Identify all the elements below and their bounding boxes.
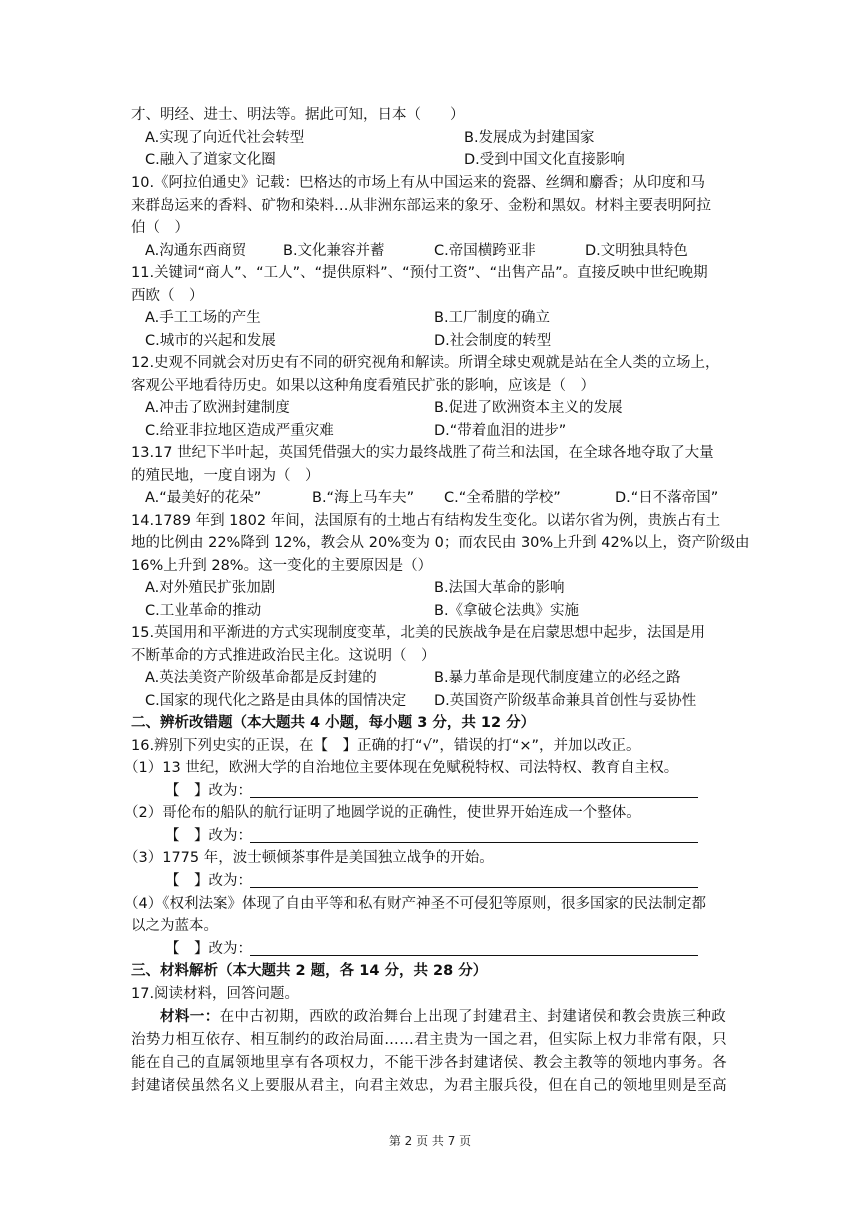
q13-line-2: 的殖民地，一度自诩为（ ） [131, 468, 320, 484]
q16-answer-blank-2[interactable] [250, 842, 698, 843]
q16-answer-blank-1[interactable] [250, 797, 698, 798]
q16-answer-prefix-1: 【 】改为： [165, 783, 252, 799]
q11-option-a: A.手工工场的产生 [145, 310, 261, 326]
q17-prompt: 17.阅读材料，回答问题。 [131, 986, 300, 1002]
q15-option-d: D.英国资产阶级革命兼具首创性与妥协性 [434, 693, 697, 709]
q16-answer-prefix-2: 【 】改为： [165, 828, 252, 844]
q16-answer-prefix-3: 【 】改为： [165, 873, 252, 889]
q15-option-c: C.国家的现代化之路是由具体的国情决定 [145, 693, 407, 709]
q9-option-a: A.实现了向近代社会转型 [145, 130, 305, 146]
material-1-line-4: 封建诸侯虽然名义上要服从君主，向君主效忠，为君主服兵役，但在自己的领地里则是至高 [131, 1078, 727, 1094]
material-1-text-1: 在中古初期，西欧的政治舞台上出现了封建君主、封建诸侯和教会贵族三种政 [219, 1009, 727, 1025]
q12-option-b: B.促进了欧洲资本主义的发展 [434, 400, 623, 416]
q11-option-b: B.工厂制度的确立 [434, 310, 551, 326]
q14-line-3: 16%上升到 28%。这一变化的主要原因是（） [131, 558, 433, 574]
q16-item-3: （3）1775 年，波士顿倾茶事件是美国独立战争的开始。 [124, 850, 494, 866]
material-1-label: 材料一： [160, 1008, 220, 1025]
q9-option-d: D.受到中国文化直接影响 [464, 152, 625, 168]
q15-option-b: B.暴力革命是现代制度建立的必经之路 [434, 670, 681, 686]
section-2-heading: 二、辨析改错题（本大题共 4 小题，每小题 3 分，共 12 分） [131, 715, 536, 731]
page-footer: 第 2 页 共 7 页 [388, 1134, 472, 1148]
q10-line-1: 10.《阿拉伯通史》记载：巴格达的市场上有从中国运来的瓷器、丝绸和麝香；从印度和马 [131, 175, 706, 191]
q12-option-a: A.冲击了欧洲封建制度 [145, 400, 290, 416]
q13-option-d: D.“日不落帝国” [615, 490, 719, 506]
q11-option-d: D.社会制度的转型 [434, 333, 552, 349]
section-3-heading: 三、材料解析（本大题共 2 题，各 14 分，共 28 分） [131, 963, 488, 979]
q9-option-b: B.发展成为封建国家 [464, 130, 595, 146]
q13-line-1: 13.17 世纪下半叶起，英国凭借强大的实力最终战胜了荷兰和法国，在全球各地夺取了大量 [131, 445, 714, 461]
q10-option-b: B.文化兼容并蓄 [283, 243, 385, 259]
q16-answer-prefix-4: 【 】改为： [165, 941, 252, 957]
q14-option-a: A.对外殖民扩张加剧 [145, 580, 276, 596]
q16-answer-blank-4[interactable] [250, 955, 698, 956]
q16-item-2: （2）哥伦布的船队的航行证明了地圆学说的正确性，使世界开始连成一个整体。 [124, 805, 641, 821]
q12-line-1: 12.史观不同就会对历史有不同的研究视角和解读。所谓全球史观就是站在全人类的立场上， [131, 355, 720, 371]
q12-line-2: 客观公平地看待历史。如果以这种角度看殖民扩张的影响，应该是（ ） [131, 378, 595, 394]
q14-line-2: 地的比例由 22%降到 12%，教会从 20%变为 0；而农民由 30%上升到 42%以上，资产阶级由 [131, 535, 750, 551]
material-1-line-3: 能在自己的直属领地里享有各项权力，不能干涉各封建诸侯、教会主教等的领地内事务。各 [131, 1055, 727, 1071]
q11-option-c: C.城市的兴起和发展 [145, 333, 276, 349]
q14-line-1: 14.1789 年到 1802 年间，法国原有的土地占有结构发生变化。以诺尔省为例，贵族占有土 [131, 513, 721, 529]
q16-answer-blank-3[interactable] [250, 887, 698, 888]
q16-item-4-cont: 以之为蓝本。 [131, 918, 218, 934]
q15-line-2: 不断革命的方式推进政治民主化。这说明（ ） [131, 648, 436, 664]
q10-line-2: 来群岛运来的香料、矿物和染料…从非洲东部运来的象牙、金粉和黑奴。材料主要表明阿拉 [131, 198, 711, 214]
q11-line-1: 11.关键词“商人”、“工人”、“提供原料”、“预付工资”、“出售产品”。直接反映中世纪晚期 [131, 265, 708, 281]
q10-option-d: D.文明独具特色 [585, 243, 688, 259]
material-1-line-2: 治势力相互依存、相互制约的政治局面……君主贵为一国之君，但实际上权力非常有限，只 [131, 1032, 727, 1048]
q14-option-c: C.工业革命的推动 [145, 603, 262, 619]
q15-line-1: 15.英国用和平渐进的方式实现制度变革，北美的民族战争是在启蒙思想中起步，法国是用 [131, 625, 706, 641]
q10-line-3: 伯（ ） [131, 220, 189, 236]
q13-option-a: A.“最美好的花朵” [145, 490, 262, 506]
q10-option-c: C.帝国横跨亚非 [434, 243, 536, 259]
q12-option-c: C.给亚非拉地区造成严重灾难 [145, 423, 334, 439]
q14-option-b: B.法国大革命的影响 [434, 580, 565, 596]
q14-option-d: B.《拿破仑法典》实施 [434, 603, 580, 619]
q9-tail: 才、明经、进士、明法等。据此可知，日本（ ） [131, 107, 465, 123]
q15-option-a: A.英法美资产阶级革命都是反封建的 [145, 670, 377, 686]
q10-option-a: A.沟通东西商贸 [145, 243, 247, 259]
q16-item-4: （4）《权利法案》体现了自由平等和私有财产神圣不可侵犯等原则，很多国家的民法制定都 [124, 896, 706, 912]
q12-option-d: D.“带着血泪的进步” [434, 423, 567, 439]
q13-option-b: B.“海上马车夫” [312, 490, 415, 506]
q16-item-1: （1）13 世纪，欧洲大学的自治地位主要体现在免赋税特权、司法特权、教育自主权。 [124, 760, 679, 776]
q13-option-c: C.“全希腊的学校” [444, 490, 561, 506]
material-1-line-1 [160, 1006, 740, 1028]
q11-line-2: 西欧（ ） [131, 288, 204, 304]
q9-option-c: C.融入了道家文化圈 [145, 152, 276, 168]
q16-prompt: 16.辨别下列史实的正误，在【 】正确的打“√”，错误的打“×”，并加以改正。 [131, 738, 641, 754]
